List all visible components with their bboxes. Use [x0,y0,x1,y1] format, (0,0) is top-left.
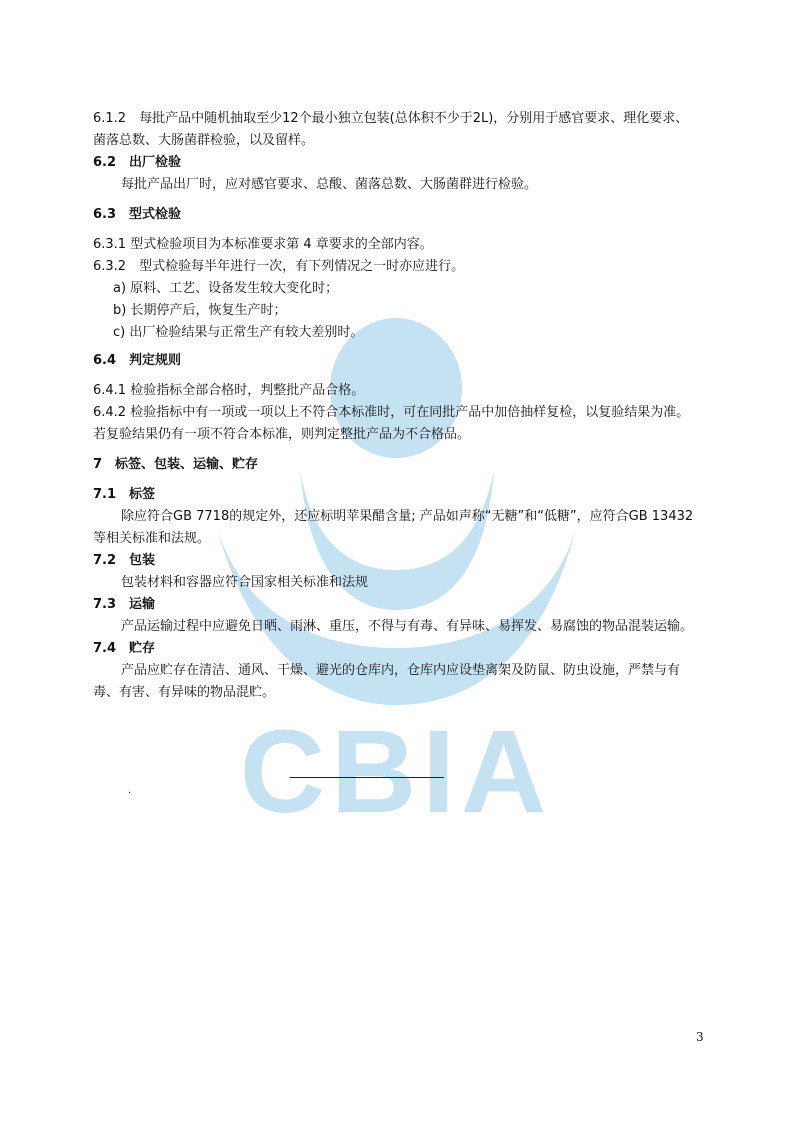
clause-6-1-2-line-2: 菌落总数、大肠菌群检验，以及留样。 [93,133,315,148]
clause-6-4-1: 6.4.1 检验指标全部合格时，判整批产品合格。 [93,383,365,398]
clause-7-1-line-2: 等相关标准和法规。 [93,531,211,546]
section-heading-6-4: 6.4 判定规则 [93,353,182,368]
list-item-a: a) 原料、工艺、设备发生较大变化时； [113,281,339,296]
section-heading-7-2: 7.2 包装 [93,553,156,568]
clause-6-4-2-line-2: 若复验结果仍有一项不符合本标准，则判定整批产品为不合格品。 [93,427,471,442]
clause-7-1-line-1: 除应符合GB 7718的规定外，还应标明苹果醋含量; 产品如声称“无糖”和“低糖”，应符合GB 13432 [121,509,694,524]
clause-6-4-2-line-1: 6.4.2 检验指标中有一项或一项以上不符合本标准时，可在同批产品中加倍抽样复检，以复验结果为准。 [93,405,690,420]
section-heading-7-1: 7.1 标签 [93,487,156,502]
clause-7-4-line-2: 毒、有害、有异味的物品混贮。 [93,685,276,700]
clause-6-1-2-line-1: 6.1.2 每批产品中随机抽取至少12个最小独立包装(总体积不少于2L)，分别用于感官要求、理化要求、 [93,111,689,126]
clause-7-3-text: 产品运输过程中应避免日晒、雨淋、重压，不得与有毒、有异味、易挥发、易腐蚀的物品混装运输。 [121,619,694,634]
page-number: 3 [696,1030,704,1044]
section-heading-7-3: 7.3 运输 [93,597,156,612]
section-heading-7-4: 7.4 贮存 [93,641,156,656]
stray-mark: . [128,785,132,796]
watermark-text: CBIA [239,706,553,838]
list-item-b: b) 长期停产后，恢复生产时； [113,303,287,318]
clause-6-3-2: 6.3.2 型式检验每半年进行一次，有下列情况之一时亦应进行。 [93,259,465,274]
end-of-text-rule [290,777,444,778]
clause-7-2-text: 包装材料和容器应符合国家相关标准和法规 [121,575,369,590]
clause-6-3-1: 6.3.1 型式检验项目为本标准要求第 4 章要求的全部内容。 [93,237,433,252]
list-item-c: c) 出厂检验结果与正常生产有较大差别时。 [113,325,364,340]
clause-7-4-line-1: 产品应贮存在清洁、通风、干燥、避光的仓库内，仓库内应设垫离架及防鼠、防虫设施，严禁与有 [121,663,681,678]
clause-6-2-text: 每批产品出厂时，应对感官要求、总酸、菌落总数、大肠菌群进行检验。 [121,177,538,192]
chapter-heading-7: 7 标签、包装、运输、贮存 [93,457,259,472]
section-heading-6-3: 6.3 型式检验 [93,207,182,222]
section-heading-6-2: 6.2 出厂检验 [93,155,182,170]
